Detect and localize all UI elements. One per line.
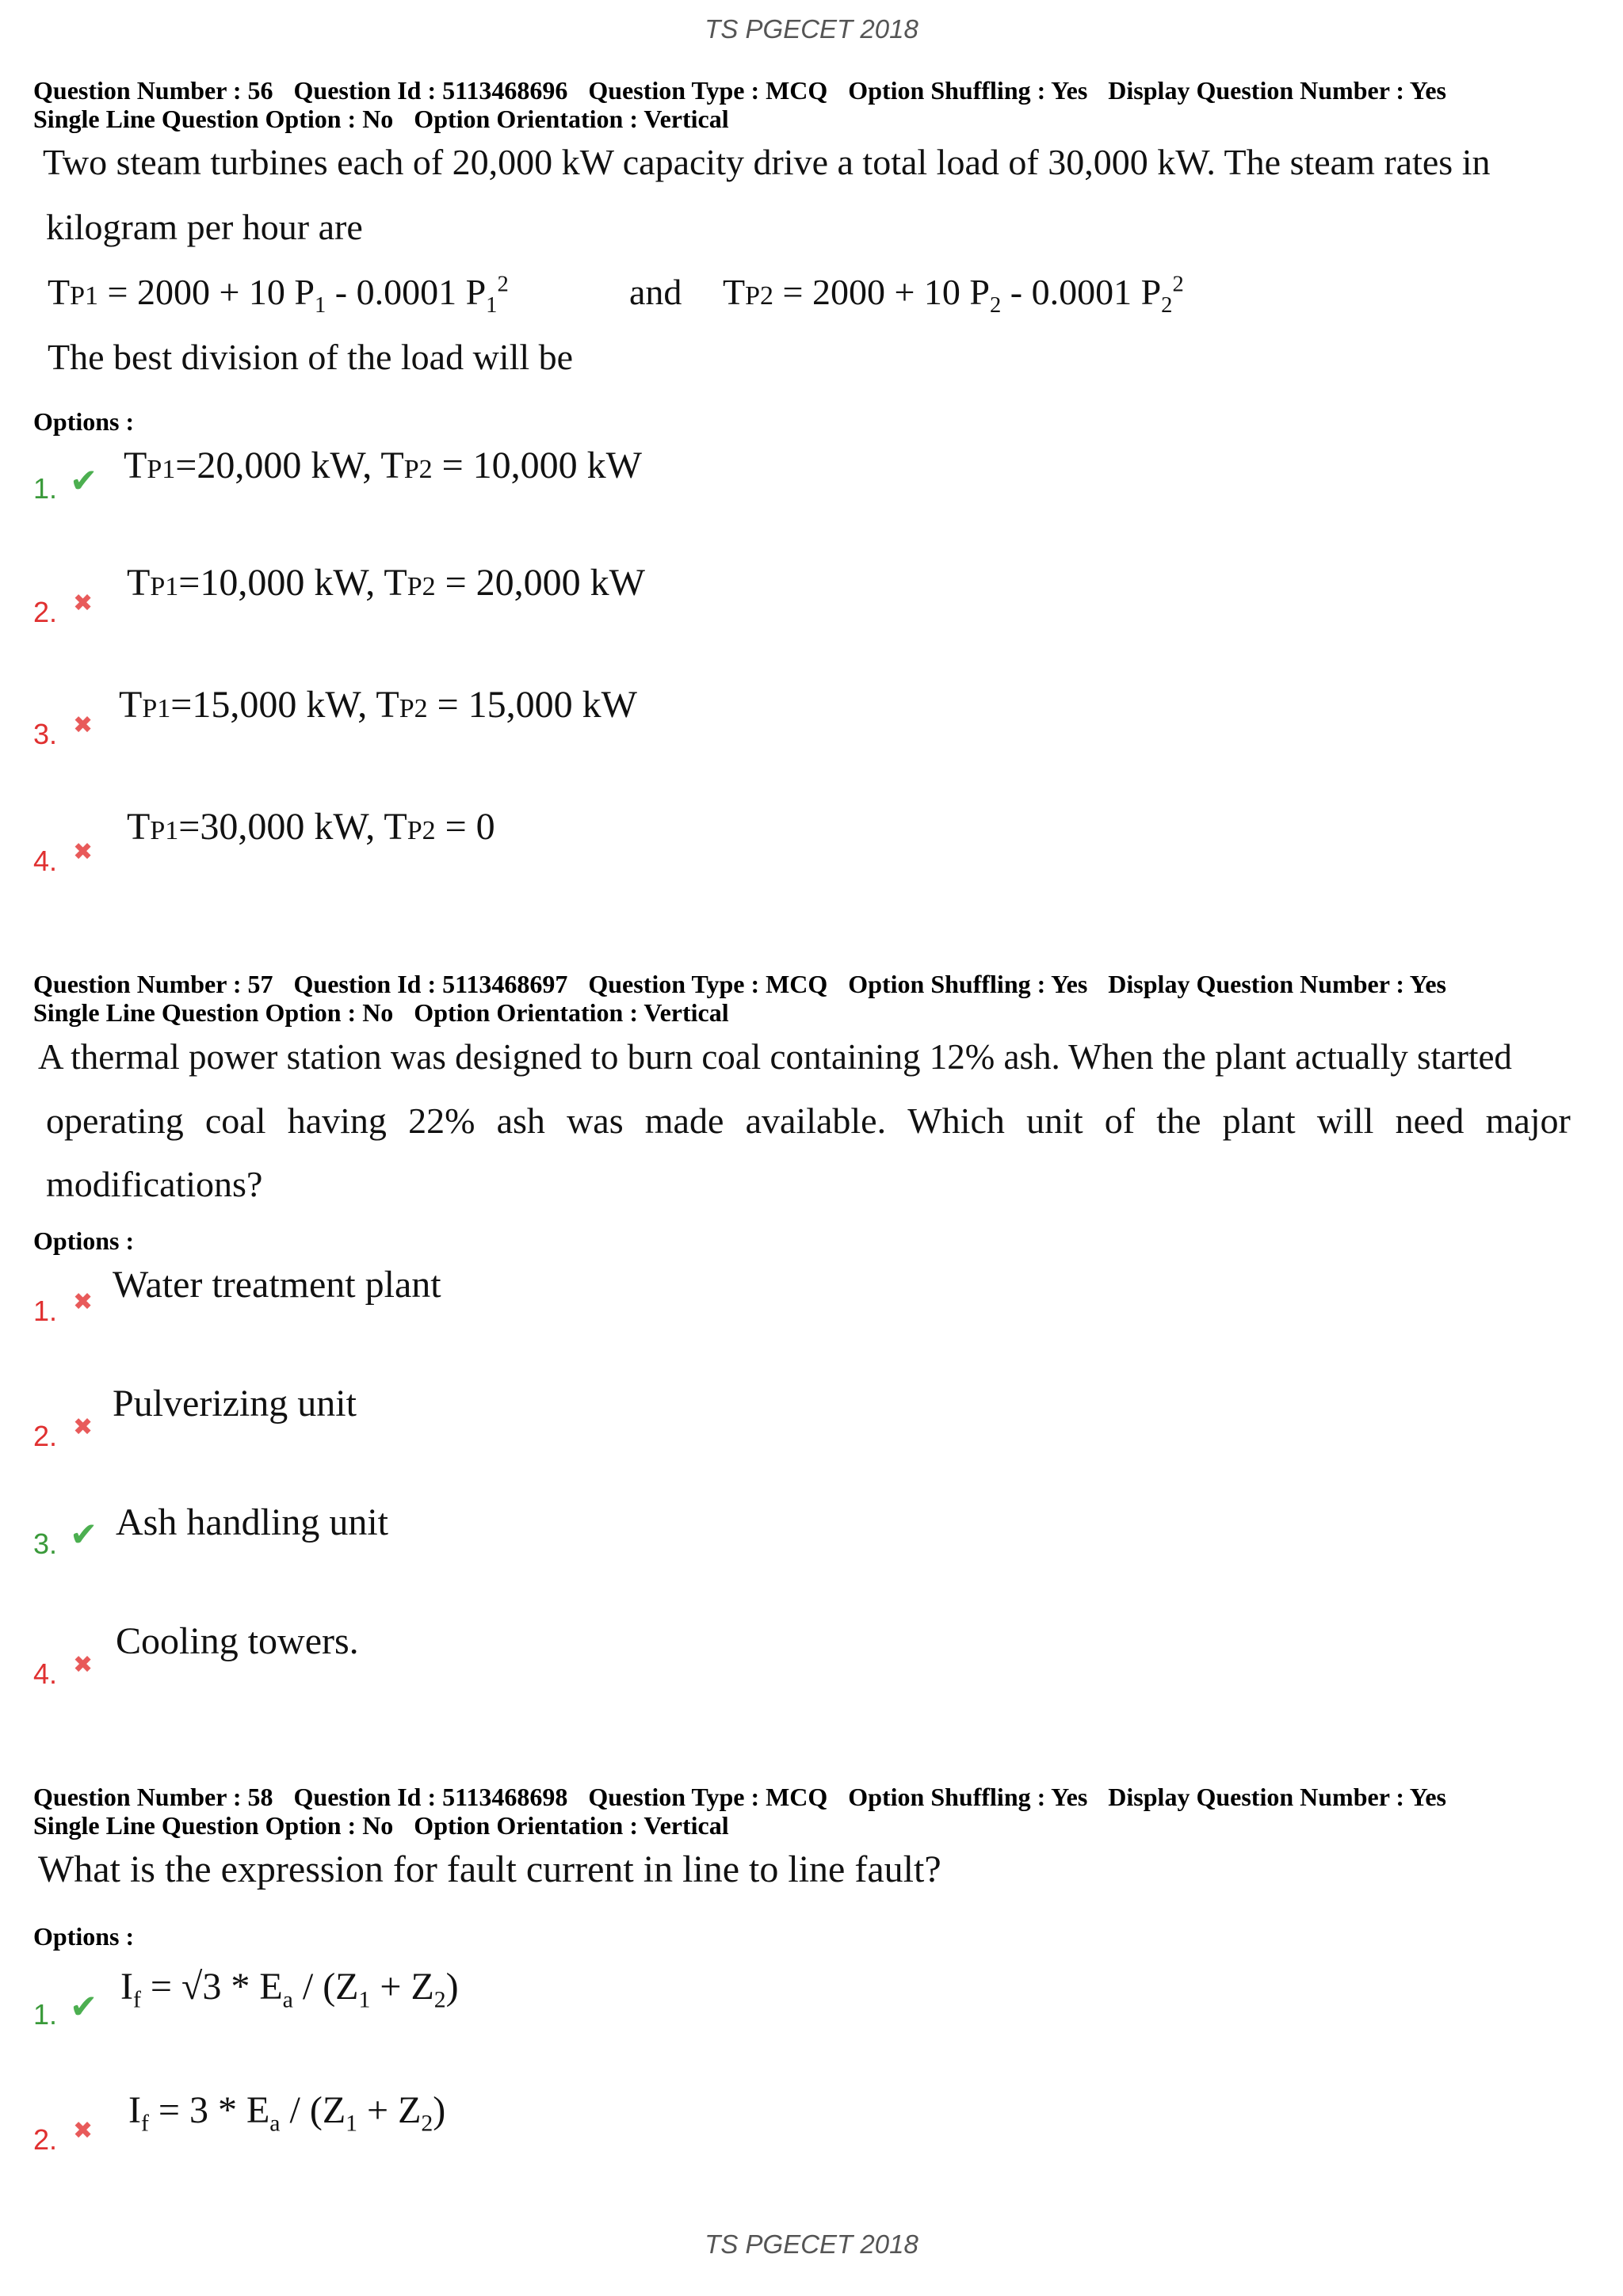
steam-rate-equation-1	[48, 271, 509, 318]
eq-sub: 2	[1161, 293, 1173, 318]
wrong-cross-icon: ✖	[73, 1288, 94, 1316]
word: need	[1395, 1100, 1465, 1141]
eq-sub: f	[132, 1986, 141, 2013]
question-text: What is the expression for fault current in line to line fault?	[38, 1848, 941, 1890]
option-text[interactable]	[128, 2088, 446, 2137]
eq-text: I	[120, 1966, 133, 2008]
word: Which	[907, 1100, 1005, 1141]
single-line-option: Single Line Question Option : No	[33, 105, 394, 133]
single-line-option: Single Line Question Option : No	[33, 1811, 394, 1840]
word: major	[1485, 1100, 1571, 1141]
word: will	[1316, 1100, 1374, 1141]
option-value: =30,000 kW,	[178, 806, 384, 848]
eq-sub: a	[282, 1986, 293, 2013]
option-text[interactable]: Cooling towers.	[116, 1620, 359, 1662]
word: having	[287, 1100, 387, 1141]
question-meta-line2	[33, 1811, 743, 1840]
option-value: = 0	[435, 806, 495, 848]
question-id: Question Id : 5113468698	[293, 1783, 568, 1811]
wrong-cross-icon: ✖	[73, 2117, 94, 2145]
eq-sub: 1	[346, 2110, 358, 2137]
options-label: Options :	[33, 1922, 135, 1951]
option-shuffling: Option Shuffling : Yes	[848, 1783, 1088, 1811]
question-meta-line2	[33, 105, 743, 133]
eq-text: = 2000 + 10 P	[773, 272, 990, 312]
eq-text: )	[445, 1966, 459, 2008]
eq-and: and	[629, 272, 682, 312]
option-number: 2.	[33, 2123, 58, 2156]
eq-sub: 1	[358, 1986, 371, 2013]
eq-text: + Z	[357, 2089, 422, 2131]
option-text[interactable]: TP1=30,000 kW, TP2 = 0	[127, 806, 495, 848]
option-orientation: Option Orientation : Vertical	[414, 105, 729, 133]
eq-text: = √3 * E	[140, 1966, 283, 2008]
option-value: = 15,000 kW	[427, 684, 637, 726]
wrong-cross-icon: ✖	[73, 589, 94, 617]
option-orientation: Option Orientation : Vertical	[414, 998, 729, 1027]
option-number: 4.	[33, 845, 58, 877]
single-line-option: Single Line Question Option : No	[33, 998, 394, 1027]
steam-rate-equation-2	[723, 271, 1184, 318]
option-shuffling: Option Shuffling : Yes	[848, 970, 1088, 998]
question-type: Question Type : MCQ	[588, 76, 828, 105]
eq-text: - 0.0001 P	[1001, 272, 1162, 312]
option-number: 1.	[33, 1295, 58, 1327]
option-value: =15,000 kW,	[170, 684, 376, 726]
option-orientation: Option Orientation : Vertical	[414, 1811, 729, 1840]
question-text: kilogram per hour are	[46, 207, 363, 247]
question-text: Two steam turbines each of 20,000 kW capacity drive a total load of 30,000 kW. The steam rates in	[43, 142, 1491, 182]
option-text[interactable]: TP1=20,000 kW, TP2 = 10,000 kW	[124, 444, 642, 486]
eq-text: I	[128, 2089, 141, 2131]
eq-sub: 2	[433, 1986, 446, 2013]
question-id: Question Id : 5113468697	[293, 970, 568, 998]
question-text-justified	[46, 1100, 1571, 1142]
eq-symbol: T	[723, 272, 746, 312]
correct-check-icon: ✔	[70, 461, 98, 500]
display-question-number: Display Question Number : Yes	[1108, 1783, 1446, 1811]
eq-text: - 0.0001 P	[326, 272, 487, 312]
word: was	[567, 1100, 624, 1141]
eq-sub: 1	[486, 293, 498, 318]
eq-sub: 1	[315, 293, 327, 318]
option-value: = 10,000 kW	[432, 444, 642, 486]
word: unit	[1026, 1100, 1083, 1141]
question-meta-line2	[33, 998, 743, 1027]
eq-text: )	[433, 2089, 446, 2131]
option-number: 1.	[33, 472, 58, 505]
eq-sub: a	[269, 2110, 281, 2137]
word: available.	[745, 1100, 887, 1141]
wrong-cross-icon: ✖	[73, 838, 94, 866]
question-number: Question Number : 56	[33, 76, 273, 105]
option-text[interactable]: TP1=15,000 kW, TP2 = 15,000 kW	[119, 684, 637, 726]
option-value: =10,000 kW,	[178, 562, 384, 604]
option-value: =20,000 kW,	[175, 444, 381, 486]
correct-check-icon: ✔	[70, 1987, 98, 2026]
eq-symbol: P2	[745, 281, 774, 311]
question-number: Question Number : 58	[33, 1783, 273, 1811]
word: ash	[496, 1100, 545, 1141]
eq-symbol: P1	[70, 281, 99, 311]
eq-sub: 2	[990, 293, 1002, 318]
question-meta-line1	[33, 970, 1461, 998]
eq-text: = 3 * E	[148, 2089, 270, 2131]
option-value: = 20,000 kW	[435, 562, 645, 604]
eq-text: = 2000 + 10 P	[98, 272, 315, 312]
question-text: The best division of the load will be	[48, 337, 574, 377]
question-meta-line1	[33, 76, 1461, 105]
question-type: Question Type : MCQ	[588, 970, 828, 998]
option-text[interactable]: Water treatment plant	[113, 1264, 441, 1306]
option-text[interactable]: Ash handling unit	[116, 1501, 388, 1543]
eq-text: / (Z	[292, 1966, 359, 2008]
display-question-number: Display Question Number : Yes	[1108, 970, 1446, 998]
option-shuffling: Option Shuffling : Yes	[848, 76, 1088, 105]
word: coal	[204, 1100, 266, 1141]
eq-sub: 2	[421, 2110, 433, 2137]
options-label: Options :	[33, 1226, 135, 1255]
options-label: Options :	[33, 407, 135, 436]
option-number: 2.	[33, 1420, 58, 1452]
question-id: Question Id : 5113468696	[293, 76, 568, 105]
eq-sup: 2	[1172, 272, 1184, 297]
question-text: A thermal power station was designed to burn coal containing 12% ash. When the plant actually started	[38, 1037, 1512, 1077]
option-text[interactable]: TP1=10,000 kW, TP2 = 20,000 kW	[127, 562, 645, 604]
option-number: 3.	[33, 718, 58, 750]
option-number: 1.	[33, 1998, 58, 2031]
word: plant	[1222, 1100, 1296, 1141]
option-number: 3.	[33, 1527, 58, 1560]
eq-sup: 2	[497, 272, 509, 297]
wrong-cross-icon: ✖	[73, 1413, 94, 1441]
option-text[interactable]: Pulverizing unit	[113, 1383, 357, 1425]
option-number: 2.	[33, 596, 58, 628]
eq-text: / (Z	[280, 2089, 346, 2131]
page-footer: TS PGECET 2018	[705, 2229, 918, 2259]
eq-sub: f	[140, 2110, 149, 2137]
eq-symbol: T	[48, 272, 71, 312]
word: operating	[46, 1100, 184, 1141]
display-question-number: Display Question Number : Yes	[1108, 76, 1446, 105]
correct-check-icon: ✔	[70, 1515, 98, 1554]
option-number: 4.	[33, 1657, 58, 1690]
wrong-cross-icon: ✖	[73, 711, 94, 739]
option-text[interactable]	[120, 1965, 459, 2013]
question-meta-line1	[33, 1783, 1461, 1811]
wrong-cross-icon: ✖	[73, 1651, 94, 1679]
word: of	[1104, 1100, 1136, 1141]
word: the	[1156, 1100, 1201, 1141]
question-type: Question Type : MCQ	[588, 1783, 828, 1811]
question-number: Question Number : 57	[33, 970, 273, 998]
page-header: TS PGECET 2018	[705, 14, 918, 44]
eq-text: + Z	[370, 1966, 434, 2008]
question-text: modifications?	[46, 1164, 263, 1204]
word: 22%	[408, 1100, 475, 1141]
word: made	[644, 1100, 724, 1141]
